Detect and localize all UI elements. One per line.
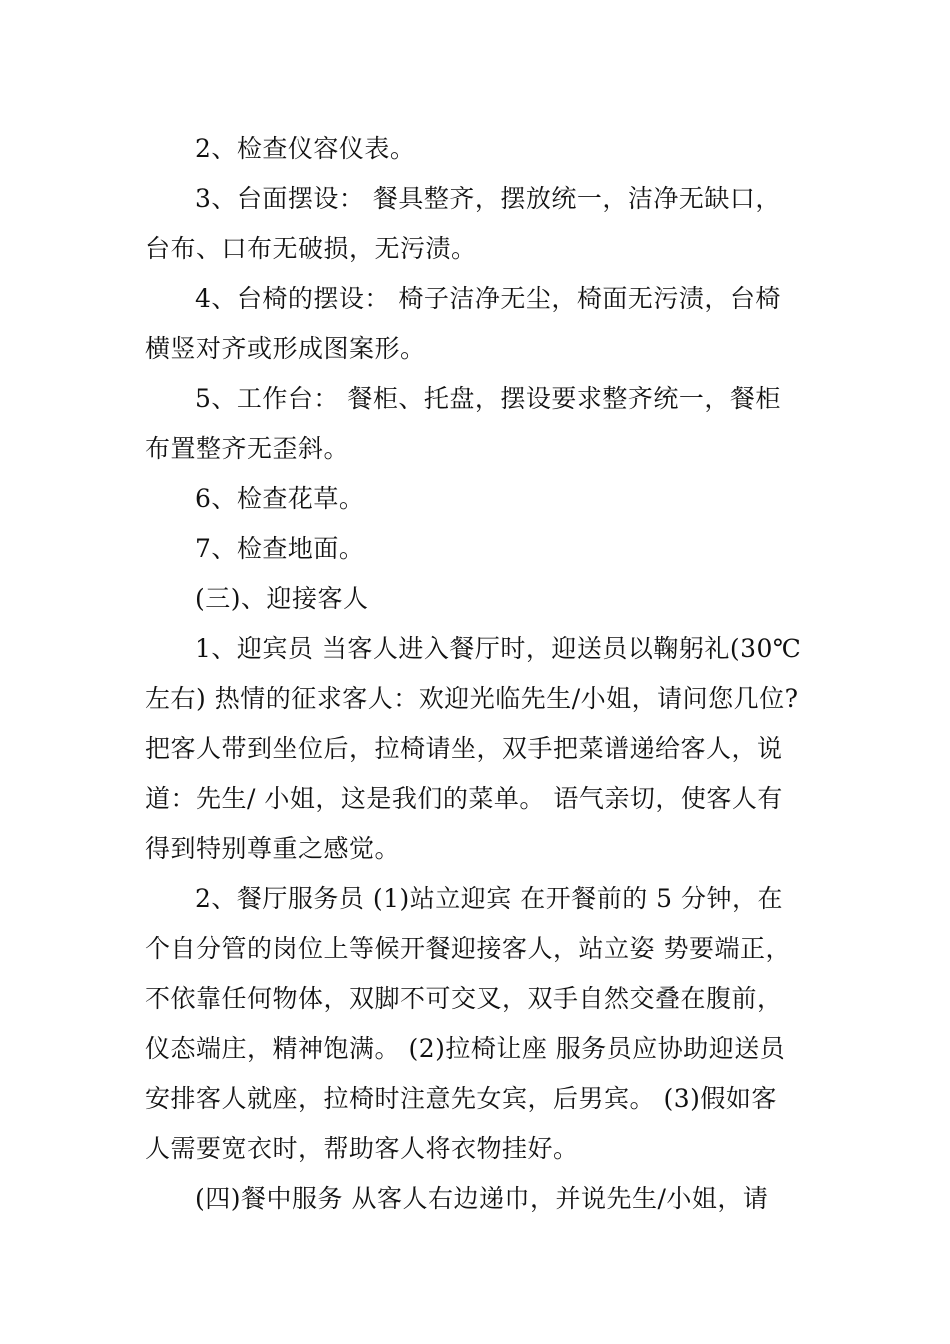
text-line-15: 得到特别尊重之感觉。 bbox=[145, 834, 401, 863]
text-line-19: 仪态端庄，精神饱满。 (2)拉椅让座 服务员应协助迎送员 bbox=[145, 1034, 786, 1063]
text-line-6: 5、工作台： 餐柜、托盘，摆设要求整齐统一，餐柜 bbox=[195, 384, 781, 413]
text-line-4: 4、台椅的摆设： 椅子洁净无尘，椅面无污渍，台椅 bbox=[195, 284, 781, 313]
text-line-3: 台布、口布无破损，无污渍。 bbox=[145, 234, 477, 263]
text-line-13: 把客人带到坐位后，拉椅请坐，双手把菜谱递给客人，说 bbox=[145, 734, 783, 763]
section-heading-3: (三)、迎接客人 bbox=[195, 584, 369, 613]
text-line-5: 横竖对齐或形成图案形。 bbox=[145, 334, 426, 363]
text-line-21: 人需要宽衣时，帮助客人将衣物挂好。 bbox=[145, 1134, 579, 1163]
text-line-20: 安排客人就座，拉椅时注意先女宾，后男宾。 (3)假如客 bbox=[145, 1084, 777, 1113]
text-line-18: 不依靠任何物体，双脚不可交叉，双手自然交叠在腹前， bbox=[145, 984, 783, 1013]
text-line-9: 7、检查地面。 bbox=[195, 534, 365, 563]
text-line-8: 6、检查花草。 bbox=[195, 484, 365, 513]
text-line-2: 3、台面摆设： 餐具整齐，摆放统一，洁净无缺口， bbox=[195, 184, 781, 213]
section-heading-4: (四)餐中服务 从客人右边递巾，并说先生/小姐，请 bbox=[195, 1184, 769, 1213]
text-line-11: 1、迎宾员 当客人进入餐厅时，迎送员以鞠躬礼(30℃ bbox=[195, 634, 802, 663]
text-line-14: 道：先生/ 小姐，这是我们的菜单。 语气亲切，使客人有 bbox=[145, 784, 783, 813]
text-line-17: 个自分管的岗位上等候开餐迎接客人，站立姿 势要端正， bbox=[145, 934, 791, 963]
text-line-7: 布置整齐无歪斜。 bbox=[145, 434, 350, 463]
text-line-1: 2、检查仪容仪表。 bbox=[195, 134, 416, 163]
text-line-16: 2、餐厅服务员 (1)站立迎宾 在开餐前的 5 分钟，在 bbox=[195, 884, 784, 913]
text-line-12: 左右) 热情的征求客人：欢迎光临先生/小姐，请问您几位? bbox=[145, 684, 799, 713]
